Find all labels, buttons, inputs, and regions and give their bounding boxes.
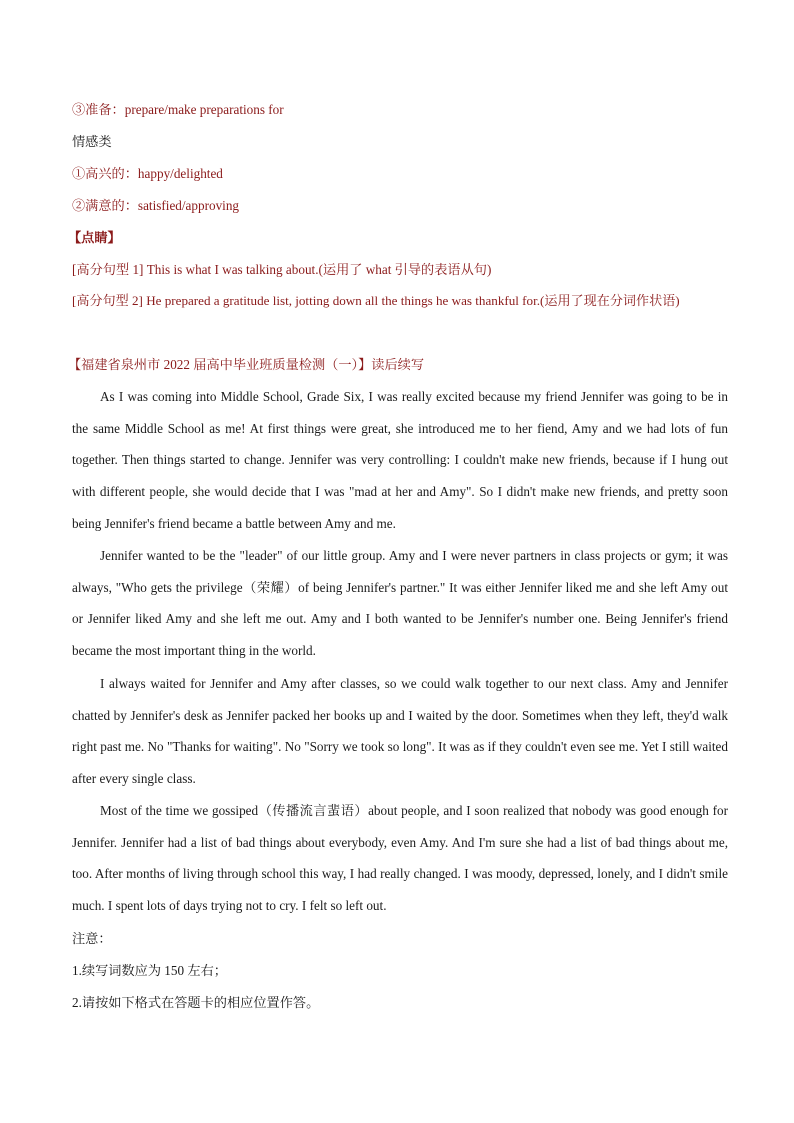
sentence-pattern-2: [高分句型 2] He prepared a gratitude list, jotting down all the things he was thankful for.(运用了现在分词作状语) xyxy=(72,293,680,308)
highlight-heading: 【点睛】 xyxy=(68,230,121,245)
sentence-pattern-1: [高分句型 1] This is what I was talking about.(运用了 what 引导的表语从句) xyxy=(72,262,492,277)
notes-heading: 注意： xyxy=(72,931,112,946)
vocab-item-happy: ①高兴的：happy/delighted xyxy=(72,166,223,181)
passage-paragraph-3: I always waited for Jennifer and Amy after classes, so we could walk together to our next class. Amy and Jennifer chatted by Jennifer's desk as Jennifer packed her books up and I waited by the door. Sometimes when they left, they'd walk right past me. No "Thanks for waiting". No "Sorry we took so long". It was as if they couldn't even see me. Yet I still waited after every single class. xyxy=(72,676,728,787)
vocab-item-satisfied: ②满意的：satisfied/approving xyxy=(72,198,240,213)
passage-paragraph-2: Jennifer wanted to be the "leader" of our little group. Amy and I were never partners in class projects or gym; it was always, "Who gets the privilege（荣耀）of being Jennifer's partner." It was either Jennifer liked me and she left Amy out or Jennifer liked Amy and she left me out. Amy and I both wanted to be Jennifer's number one. Being Jennifer's friend became the most important thing in the world. xyxy=(72,548,728,659)
emotion-heading: 情感类 xyxy=(72,134,112,149)
note-answer-format: 2.请按如下格式在答题卡的相应位置作答。 xyxy=(72,995,320,1010)
passage-paragraph-1: As I was coming into Middle School, Grade Six, I was really excited because my friend Jennifer was going to be in the same Middle School as me! At first things were great, she introduced me to her fiend, Amy and we had lots of fun together. Then things started to change. Jennifer was very controlling: I couldn't make new friends, because if I hung out with different people, she would decide that I was "mad at her and Amy". So I didn't make new friends, and pretty soon being Jennifer's friend became a battle between Amy and me. xyxy=(72,389,728,531)
note-word-count: 1.续写词数应为 150 左右； xyxy=(72,963,227,978)
vocab-item-prepare: ③准备：prepare/make preparations for xyxy=(72,102,284,117)
passage-paragraph-4: Most of the time we gossiped（传播流言蜚语）about people, and I soon realized that nobody was good enough for Jennifer. Jennifer had a list of bad things about everybody, even Amy. And I'm sure she had a list of bad things about me, too. After months of living through school this way, I had really changed. I was moody, depressed, lonely, and I didn't smile much. I spent lots of days trying not to cry. I felt so left out. xyxy=(72,803,728,914)
exam-title: 【福建省泉州市 2022 届高中毕业班质量检测（一）】读后续写 xyxy=(68,357,425,372)
